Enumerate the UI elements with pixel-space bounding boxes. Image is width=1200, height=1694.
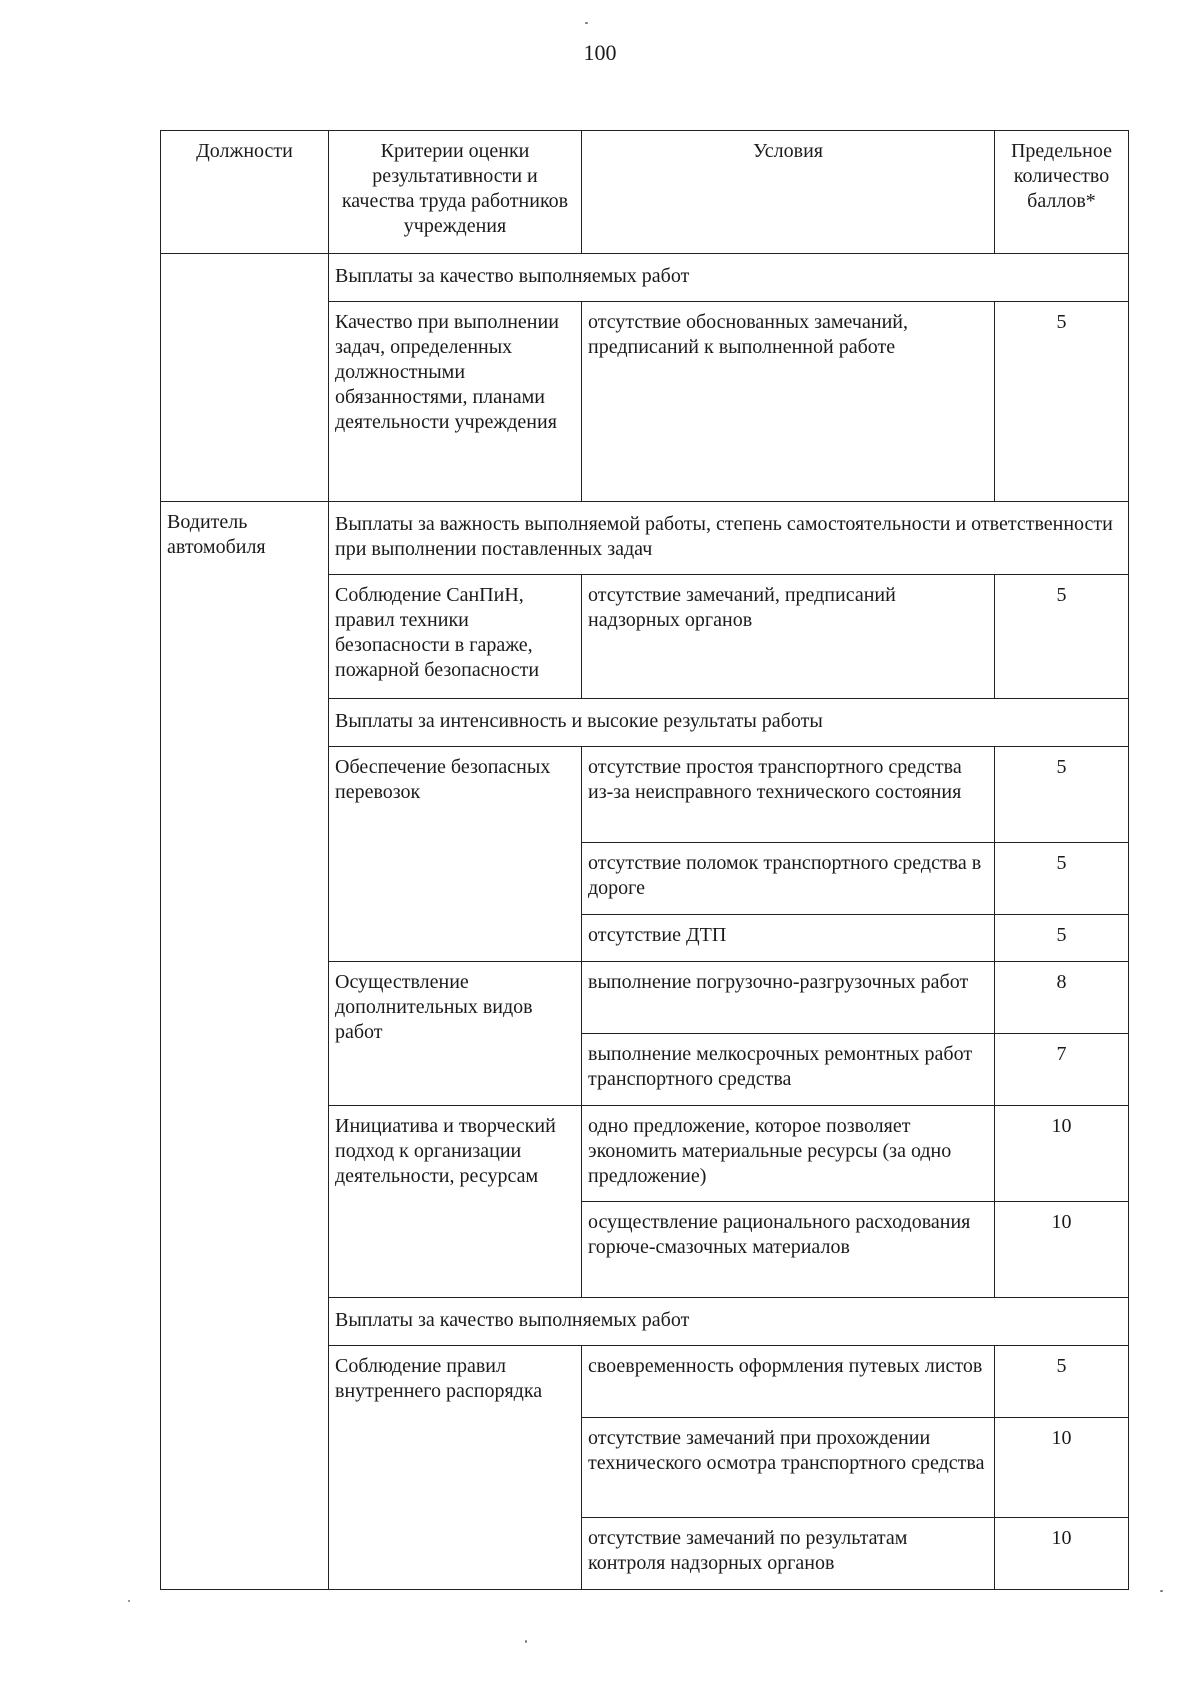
header-criteria: Критерии оценки результативности и качества труда работников учреждения <box>329 131 582 254</box>
criteria-cell: Инициатива и творческий подход к организации деятельности, ресурсам <box>329 1106 582 1298</box>
page-number: 100 <box>583 40 617 65</box>
table-header-row <box>161 131 1129 254</box>
points-cell: 5 <box>995 843 1129 915</box>
points-cell: 7 <box>995 1034 1129 1106</box>
position-name: Водитель автомобиля <box>161 502 329 1590</box>
condition-cell: отсутствие поломок транспортного средства в дороге <box>582 843 995 915</box>
points-cell: 5 <box>995 1346 1129 1418</box>
condition-cell: отсутствие обоснованных замечаний, предписаний к выполненной работе <box>582 302 995 502</box>
points-cell: 5 <box>995 302 1129 502</box>
section-row <box>161 254 1129 302</box>
header-position: Должности <box>161 131 329 254</box>
table-row <box>161 302 1129 502</box>
condition-cell: отсутствие ДТП <box>582 915 995 962</box>
criteria-cell: Осуществление дополнительных видов работ <box>329 962 582 1106</box>
points-cell: 5 <box>995 747 1129 843</box>
condition-cell: выполнение погрузочно-разгрузочных работ <box>582 962 995 1034</box>
condition-cell: осуществление рационального расходования горюче-смазочных материалов <box>582 1202 995 1298</box>
points-cell: 10 <box>995 1106 1129 1202</box>
points-cell: 10 <box>995 1202 1129 1298</box>
criteria-table <box>160 130 1129 1590</box>
points-cell: 10 <box>995 1418 1129 1518</box>
section-title: Выплаты за качество выполняемых работ <box>329 254 1129 302</box>
scan-speck <box>585 22 588 24</box>
points-cell: 5 <box>995 575 1129 699</box>
header-max-points: Предельное количество баллов* <box>995 131 1129 254</box>
section-row <box>161 502 1129 575</box>
condition-cell: отсутствие замечаний, предписаний надзорных органов <box>582 575 995 699</box>
section-title: Выплаты за важность выполняемой работы, степень самостоятельности и ответственности при выполнении поставленных задач <box>329 502 1129 575</box>
position-cell-empty <box>161 254 329 302</box>
points-cell: 8 <box>995 962 1129 1034</box>
condition-cell: одно предложение, которое позволяет экономить материальные ресурсы (за одно предложение) <box>582 1106 995 1202</box>
condition-cell: отсутствие замечаний при прохождении технического осмотра транспортного средства <box>582 1418 995 1518</box>
condition-cell: своевременность оформления путевых листов <box>582 1346 995 1418</box>
section-title: Выплаты за качество выполняемых работ <box>329 1298 1129 1346</box>
points-cell: 10 <box>995 1518 1129 1590</box>
header-conditions: Условия <box>582 131 995 254</box>
position-cell-empty <box>161 302 329 502</box>
condition-cell: отсутствие замечаний по результатам контроля надзорных органов <box>582 1518 995 1590</box>
scan-speck <box>525 1640 527 1643</box>
scan-speck <box>1160 1590 1163 1592</box>
scan-speck <box>128 1600 130 1602</box>
points-cell: 5 <box>995 915 1129 962</box>
section-title: Выплаты за интенсивность и высокие результаты работы <box>329 699 1129 747</box>
criteria-cell: Соблюдение правил внутреннего распорядка <box>329 1346 582 1590</box>
criteria-cell: Соблюдение СанПиН, правил техники безопасности в гараже, пожарной безопасности <box>329 575 582 699</box>
criteria-cell: Качество при выполнении задач, определенных должностными обязанностями, планами деятельности учреждения <box>329 302 582 502</box>
condition-cell: отсутствие простоя транспортного средства из-за неисправного технического состояния <box>582 747 995 843</box>
criteria-cell: Обеспечение безопасных перевозок <box>329 747 582 962</box>
condition-cell: выполнение мелкосрочных ремонтных работ транспортного средства <box>582 1034 995 1106</box>
